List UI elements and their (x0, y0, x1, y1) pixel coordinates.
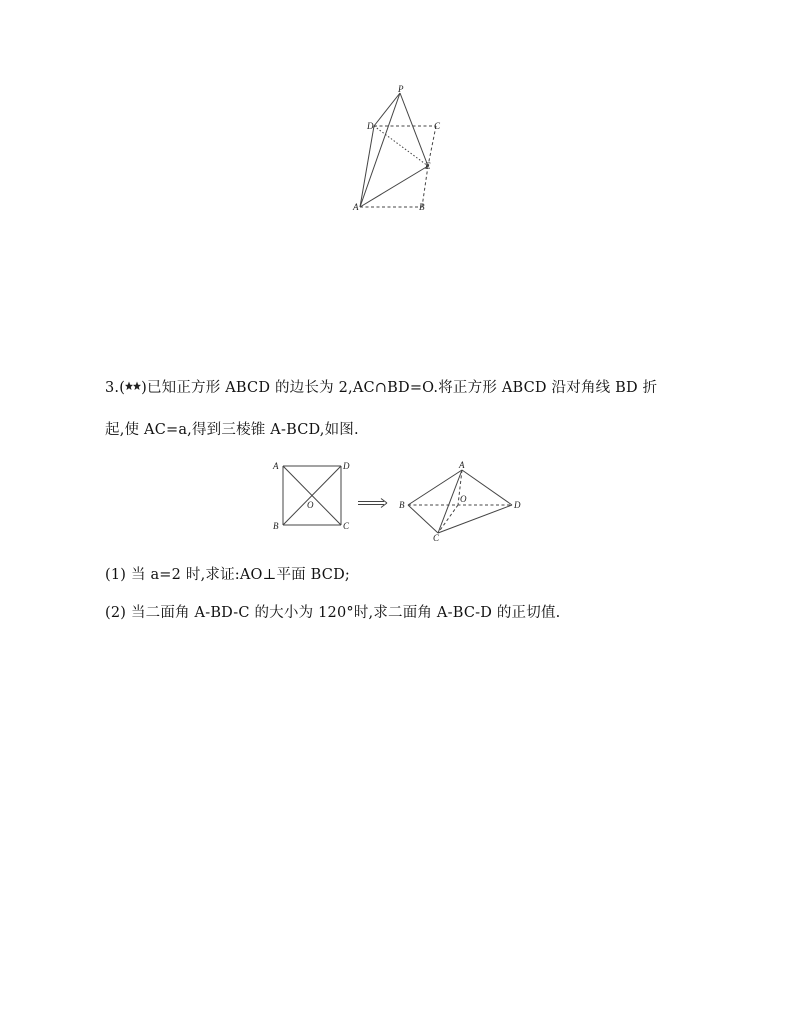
vertex-label-E: E (425, 161, 431, 171)
vertex-label-A: A (273, 461, 279, 471)
problem-statement-line-2: 起,使 AC=a,得到三棱锥 A-BCD,如图. (105, 422, 359, 438)
vertex-label-C: C (343, 521, 350, 531)
vertex-label-B: B (399, 500, 405, 510)
edge-AE (360, 166, 428, 207)
problem-3-line-1 (105, 376, 657, 397)
figure-square-abcd (272, 458, 352, 532)
edge-AC (438, 470, 462, 533)
edge-BC (408, 505, 438, 533)
problem-number: 3.( (105, 380, 126, 396)
subquestion-1: (1) 当 a=2 时,求证:AO⊥平面 BCD; (105, 567, 351, 583)
figure-tetrahedron-abcd (396, 458, 524, 542)
figure-pyramid-pdeab (352, 85, 444, 213)
vertex-label-D: D (367, 121, 374, 131)
vertex-label-C: C (434, 121, 441, 131)
edge-CD (438, 505, 512, 533)
edge-EB (422, 166, 428, 207)
subquestion-2: (2) 当二面角 A-BD-C 的大小为 120°时,求二面角 A-BC-D 的正切值. (105, 605, 561, 621)
edge-DA (360, 126, 374, 207)
vertex-label-P: P (398, 84, 404, 94)
center-label-O: O (307, 500, 314, 510)
edge-CE (428, 126, 436, 166)
vertex-label-D: D (343, 461, 350, 471)
double-arrow-right-icon (357, 497, 389, 509)
vertex-label-A: A (459, 460, 465, 470)
problem-statement-line-1: )已知正方形 ABCD 的边长为 2,AC∩BD=O.将正方形 ABCD 沿对角线 BD 折 (141, 380, 658, 396)
vertex-label-A: A (353, 202, 359, 212)
edge-PA (360, 93, 400, 207)
edge-AB (408, 470, 462, 505)
vertex-label-C: C (433, 533, 440, 543)
vertex-label-D: D (514, 500, 521, 510)
edge-AD (462, 470, 512, 505)
center-label-O: O (460, 494, 467, 504)
vertex-label-B: B (273, 521, 279, 531)
vertex-label-B: B (419, 202, 425, 212)
edge-PD (374, 93, 400, 126)
two-star-difficulty-icon (125, 381, 141, 393)
